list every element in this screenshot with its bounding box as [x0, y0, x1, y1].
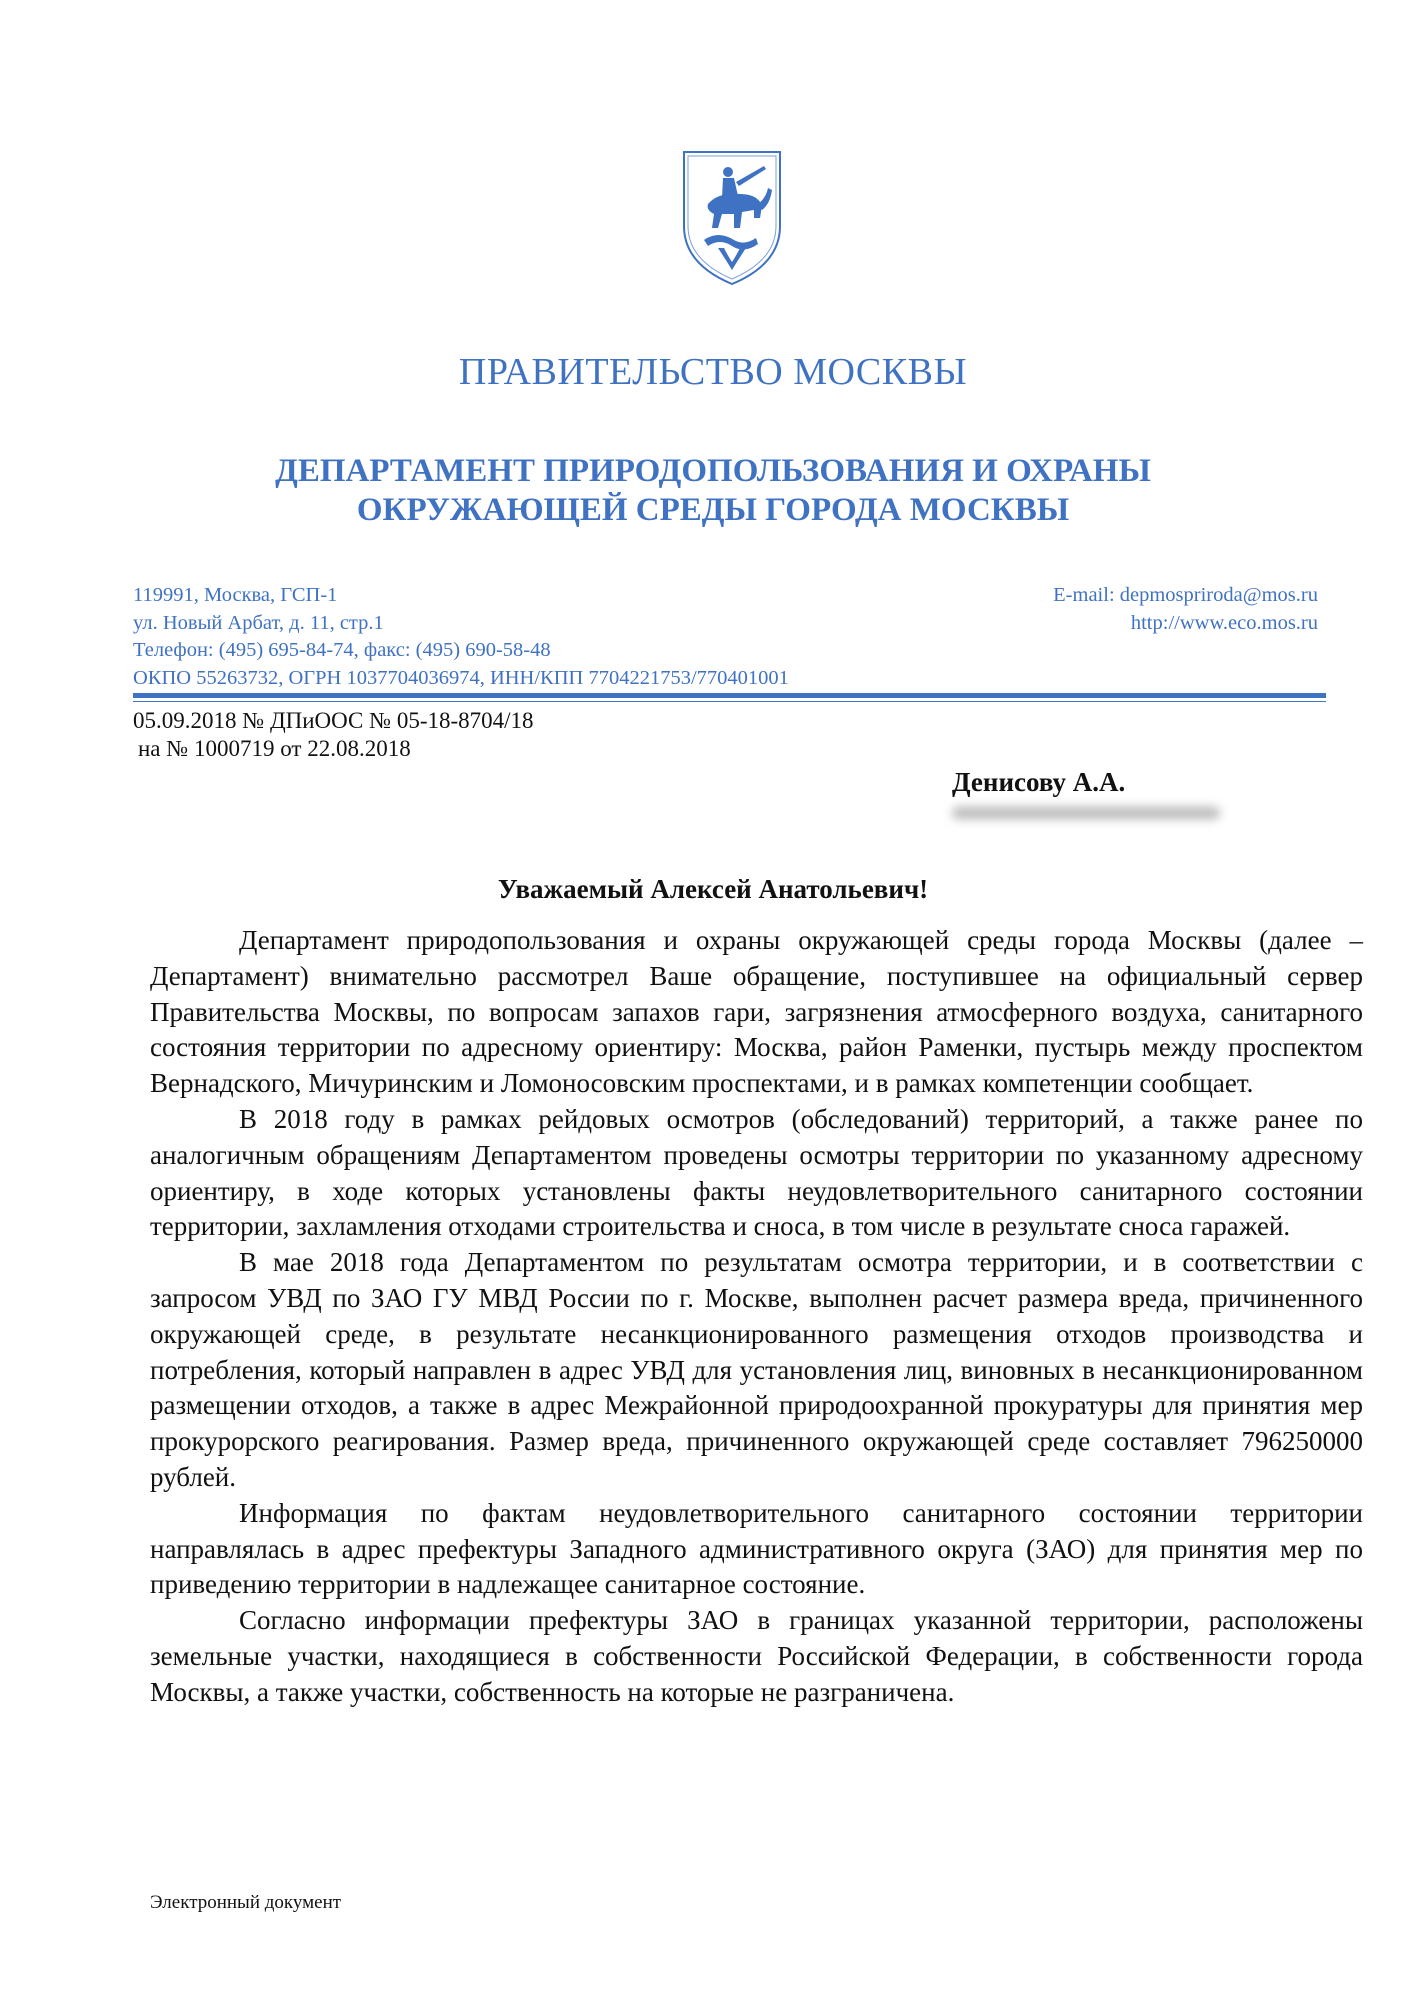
postal-address-line-1: 119991, Москва, ГСП-1: [133, 584, 338, 606]
outgoing-number: 05.09.2018 № ДПиООС № 05-18-8704/18: [133, 708, 534, 733]
addressee-name: Денисову А.А.: [952, 767, 1126, 797]
body-paragraph: Департамент природопользования и охраны окружающей среды города Москвы (далее – Департамент) внимательно рассмотрел Ваше обращение, поступившее на официальный сервер Правительства Москвы, по вопросам запахов гари, загрязнения атмосферного воздуха, санитарного состояния территории по адресному ориентиру: Москва, район Раменки, пустырь между проспектом Вернадского, Мичуринским и Ломоносовским проспектами, и в рамках компетенции сообщает.: [150, 925, 1363, 1099]
department-title-line-1: ДЕПАРТАМЕНТ ПРИРОДОПОЛЬЗОВАНИЯ И ОХРАНЫ: [275, 453, 1151, 489]
registration-codes-line: ОКПО 55263732, ОГРН 1037704036974, ИНН/КПП 7704221753/770401001: [133, 666, 789, 689]
body-paragraph: Информация по фактам неудовлетворительного санитарного состоянии территории направлялась в адрес префектуры Западного административного округа (ЗАО) для принятия мер по приведению территории в надлежащее санитарное состояние.: [150, 1497, 1363, 1600]
greeting: Уважаемый Алексей Анатольевич!: [497, 874, 929, 904]
registration-block: [133, 707, 534, 763]
online-contacts: [1053, 582, 1318, 637]
website-url: http://www.eco.mos.ru: [1130, 611, 1318, 634]
body-paragraph: В мае 2018 года Департаментом по результатам осмотра территории, и в соответствии с запросом УВД по ЗАО ГУ МВД России по г. Москве, выполнен расчет размера вреда, причиненного окружающей среде, в результате несанкционированного размещения отходов производства и потребления, который направлен в адрес УВД для установления лиц, виновных в несанкционированном размещении отходов, а также в адрес Межрайонной природоохранной прокуратуры для принятия мер прокурорского реагирования. Размер вреда, причиненного окружающей среде составляет 796250000 рублей.: [150, 1247, 1363, 1492]
header-divider-thick: [133, 693, 1326, 698]
department-title: [0, 452, 1426, 530]
body-paragraph: В 2018 году в рамках рейдовых осмотров (обследований) территорий, а также ранее по аналогичным обращениям Департаментом проведены осмотры территории по указанному адресному ориентиру, в ходе которых установлены факты неудовлетворительного санитарного состоянии территории, захламления отходами строительства и сноса, в том числе в результате сноса гаражей.: [150, 1103, 1363, 1242]
electronic-document-note: Электронный документ: [150, 1892, 342, 1913]
letter-body: [150, 923, 1363, 1711]
phone-fax-line: Телефон: (495) 695-84-74, факс: (495) 690-58-48: [133, 639, 551, 661]
postal-address-line-2: ул. Новый Арбат, д. 11, стр.1: [133, 611, 384, 634]
department-title-line-2: ОКРУЖАЮЩЕЙ СРЕДЫ ГОРОДА МОСКВЫ: [356, 492, 1070, 528]
moscow-coat-of-arms-icon: [678, 148, 786, 288]
government-title: ПРАВИТЕЛЬСТВО МОСКВЫ: [458, 351, 968, 393]
postal-details: [133, 582, 789, 692]
header-divider-thin: [133, 701, 1326, 702]
email-address: E-mail: depmospriroda@mos.ru: [1053, 584, 1318, 606]
body-paragraph: Согласно информации префектуры ЗАО в границах указанной территории, расположены земельные участки, находящиеся в собственности Российской Федерации, в собственности города Москвы, а также участки, собственность на которые не разграничена.: [150, 1605, 1363, 1707]
redacted-address: [952, 807, 1220, 819]
incoming-reference: на № 1000719 от 22.08.2018: [138, 736, 411, 761]
